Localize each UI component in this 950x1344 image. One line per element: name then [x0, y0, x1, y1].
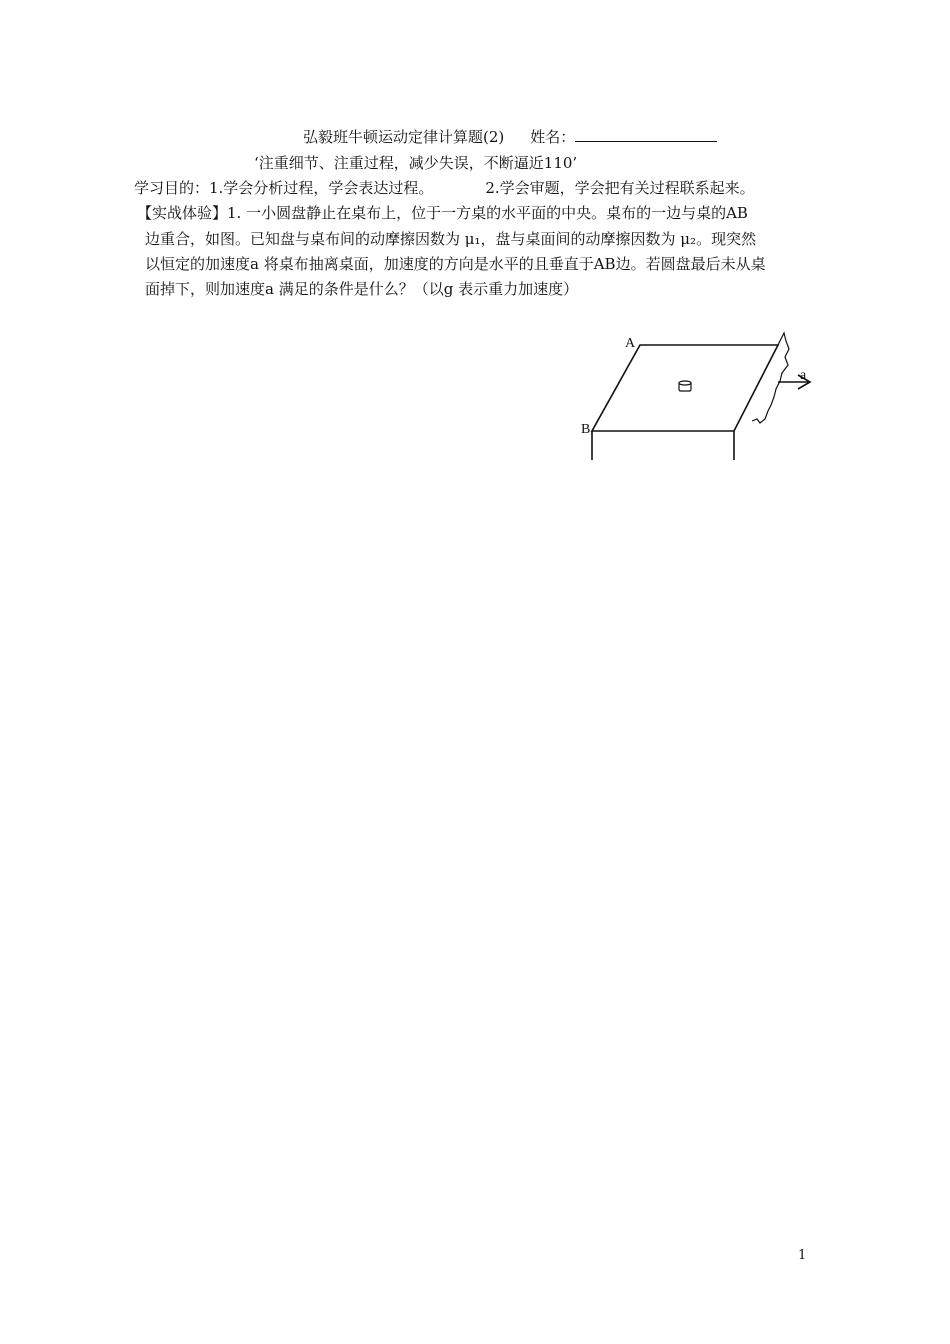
learning-goals: [134, 178, 755, 198]
page-number: 1: [798, 1248, 807, 1263]
tablecloth-torn-edge: [752, 333, 789, 423]
worksheet-title: 弘毅班牛顿运动定律计算题(2): [303, 128, 505, 146]
name-label: 姓名：: [530, 128, 576, 146]
name-blank-field[interactable]: [575, 127, 717, 142]
question-line-1: 【实战体验】1. 一小圆盘静止在桌布上，位于一方桌的水平面的中央。桌布的一边与桌的AB: [137, 204, 748, 222]
goal-2: 2.学会审题，学会把有关过程联系起来。: [485, 179, 755, 197]
label-a: a: [800, 368, 807, 383]
motto: ‘注重细节、注重过程，减少失误，不断逼近110’: [254, 154, 578, 172]
label-A: A: [625, 336, 636, 351]
question-line-3: 以恒定的加速度a 将桌布抽离桌面，加速度的方向是水平的且垂直于AB边。若圆盘最后未从桌: [145, 255, 766, 273]
question-line-4: 面掉下，则加速度a 满足的条件是什么？（以g 表示重力加速度）: [145, 280, 579, 298]
title-line: [303, 127, 717, 147]
question-line-2: 边重合，如图。已知盘与桌布间的动摩擦因数为 μ₁，盘与桌面间的动摩擦因数为 μ₂。现突然: [145, 230, 757, 248]
label-B: B: [581, 422, 591, 437]
tablecloth-diagram: [570, 325, 840, 470]
disc-icon: [679, 381, 691, 391]
goal-1: 学习目的：1.学会分析过程，学会表达过程。: [134, 179, 434, 197]
